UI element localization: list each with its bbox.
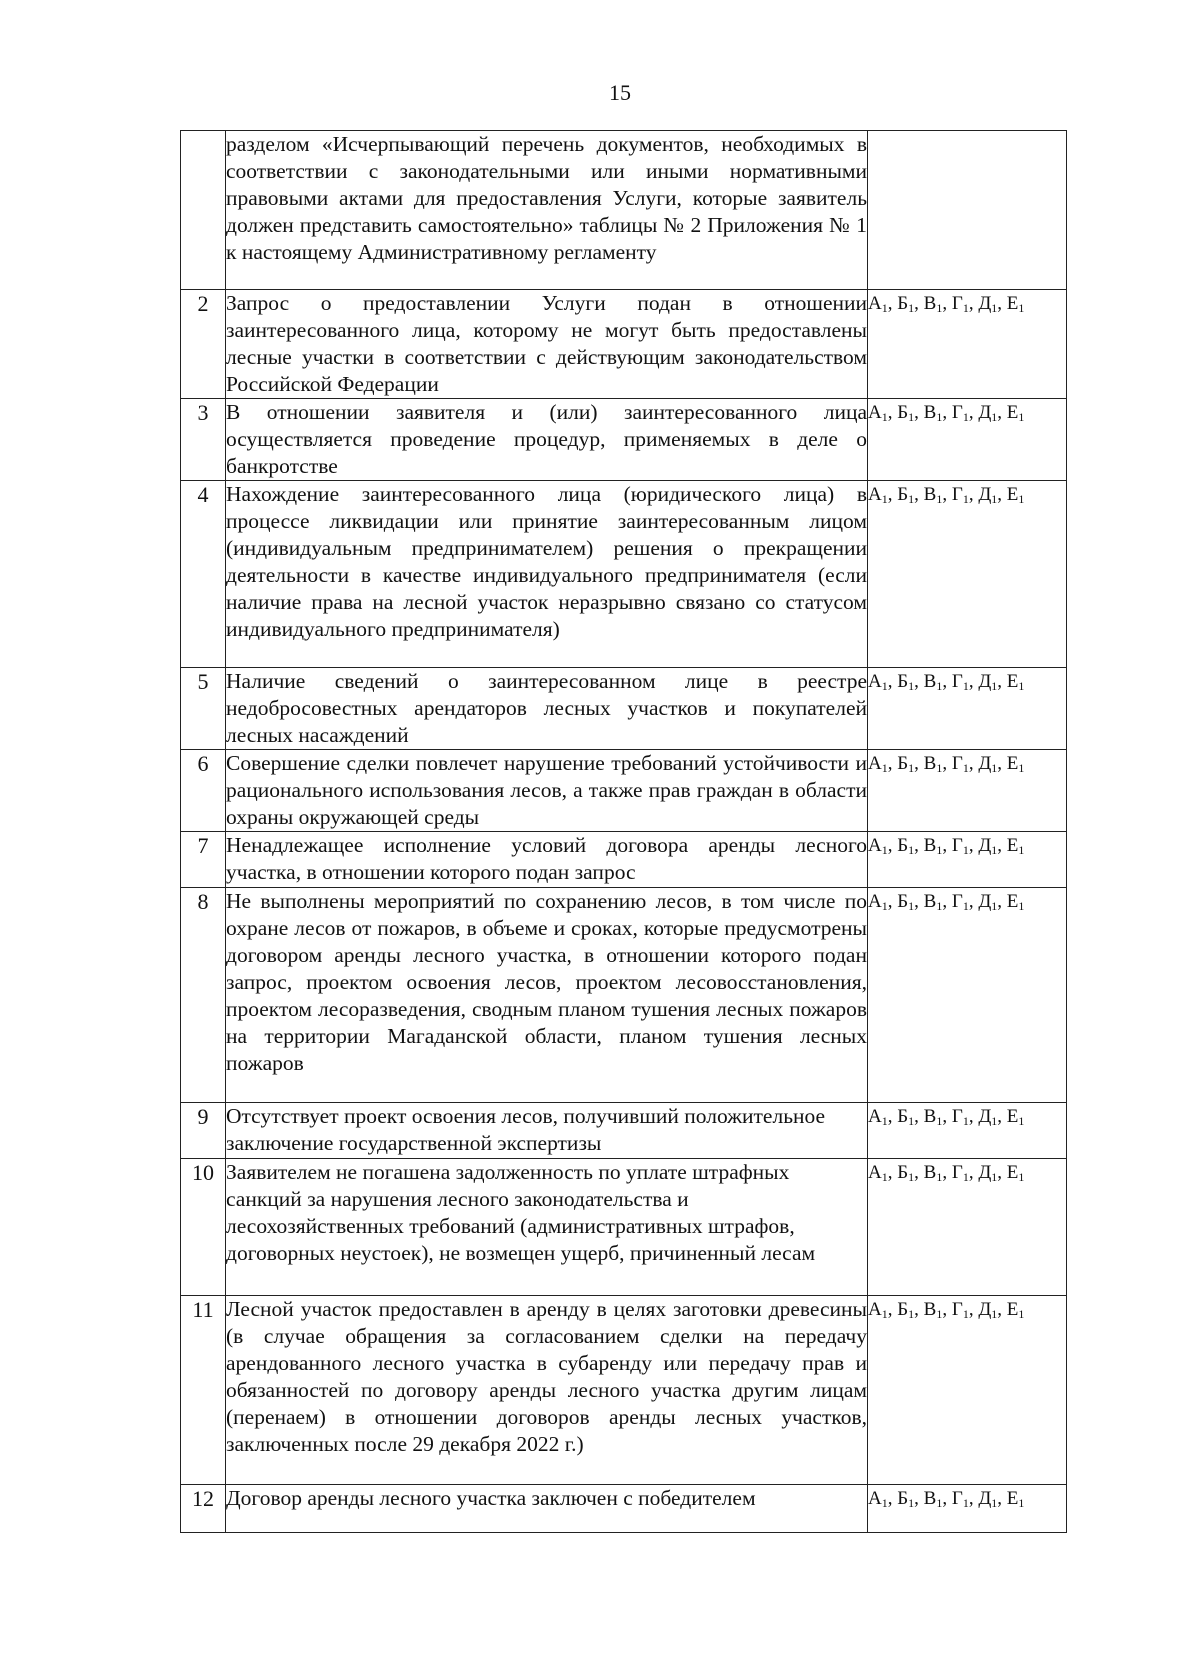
row-codes: $А_1$, $Б_1$, $В_1$, $Г_1$, $Д_1$, $Е_1$ (868, 1159, 1067, 1296)
row-text: Лесной участок предоставлен в аренду в целях заготовки древесины (в случае обращения за согласованием сделки на передачу арендованного лесного участка в субаренду или передачу прав и обязанностей по договору аренды лесного участка другим лицам (перенаем) в отношении договоров аренды лесных участков, заключенных после 29 декабря 2022 г.) (226, 1296, 868, 1485)
row-text: Отсутствует проект освоения лесов, получивший положительное заключение государственной экспертизы (226, 1103, 868, 1159)
row-text: разделом «Исчерпывающий перечень документов, необходимых в соответствии с законодательными или иными нормативными правовыми актами для предоставления Услуги, которые заявитель должен представить самостоятельно» таблицы № 2 Приложения № 1 к настоящему Административному регламенту (226, 131, 868, 290)
row-codes: $А_1$, $Б_1$, $В_1$, $Г_1$, $Д_1$, $Е_1$ (868, 1103, 1067, 1159)
row-number: 12 (181, 1485, 226, 1533)
table-row (181, 832, 1067, 888)
row-text: Заявителем не погашена задолженность по уплате штрафных санкций за нарушения лесного законодательства и лесохозяйственных требований (административных штрафов, договорных неустоек), не возмещен ущерб, причиненный лесам (226, 1159, 868, 1296)
row-number: 6 (181, 750, 226, 832)
row-codes: $А_1$, $Б_1$, $В_1$, $Г_1$, $Д_1$, $Е_1$ (868, 1485, 1067, 1533)
row-codes: $А_1$, $Б_1$, $В_1$, $Г_1$, $Д_1$, $Е_1$ (868, 481, 1067, 668)
row-number: 7 (181, 832, 226, 888)
row-text: Совершение сделки повлечет нарушение требований устойчивости и рационального использования лесов, а также прав граждан в области охраны окружающей среды (226, 750, 868, 832)
row-text: Ненадлежащее исполнение условий договора аренды лесного участка, в отношении которого подан запрос (226, 832, 868, 888)
refusal-grounds-table (180, 130, 1067, 1533)
row-codes (868, 131, 1067, 290)
row-number (181, 131, 226, 290)
table-row (181, 750, 1067, 832)
table-row (181, 1159, 1067, 1296)
table-row (181, 290, 1067, 399)
row-number: 11 (181, 1296, 226, 1485)
row-number: 8 (181, 888, 226, 1103)
row-number: 9 (181, 1103, 226, 1159)
row-text: Наличие сведений о заинтересованном лице в реестре недобросовестных арендаторов лесных участков и покупателей лесных насаждений (226, 668, 868, 750)
row-codes: $А_1$, $Б_1$, $В_1$, $Г_1$, $Д_1$, $Е_1$ (868, 399, 1067, 481)
row-codes: $А_1$, $Б_1$, $В_1$, $Г_1$, $Д_1$, $Е_1$ (868, 1296, 1067, 1485)
table-row (181, 399, 1067, 481)
page-number: 15 (609, 80, 631, 105)
row-text: Нахождение заинтересованного лица (юридического лица) в процессе ликвидации или принятие заинтересованным лицом (индивидуальным предпринимателем) решения о прекращении деятельности в качестве индивидуального предпринимателя (если наличие права на лесной участок неразрывно связано со статусом индивидуального предпринимателя) (226, 481, 868, 668)
row-codes: $А_1$, $Б_1$, $В_1$, $Г_1$, $Д_1$, $Е_1$ (868, 888, 1067, 1103)
row-codes: $А_1$, $Б_1$, $В_1$, $Г_1$, $Д_1$, $Е_1$ (868, 750, 1067, 832)
row-number: 4 (181, 481, 226, 668)
row-codes: $А_1$, $Б_1$, $В_1$, $Г_1$, $Д_1$, $Е_1$ (868, 832, 1067, 888)
row-text: Договор аренды лесного участка заключен с победителем (226, 1485, 868, 1533)
row-number: 2 (181, 290, 226, 399)
row-text: В отношении заявителя и (или) заинтересованного лица осуществляется проведение процедур, применяемых в деле о банкротстве (226, 399, 868, 481)
row-text: Не выполнены мероприятий по сохранению лесов, в том числе по охране лесов от пожаров, в объеме и сроках, которые предусмотрены договором аренды лесного участка, в отношении которого подан запрос, проектом освоения лесов, проектом лесовосстановления, проектом лесоразведения, сводным планом тушения лесных пожаров на территории Магаданской области, планом тушения лесных пожаров (226, 888, 868, 1103)
table-row (181, 131, 1067, 290)
row-number: 5 (181, 668, 226, 750)
row-text: Запрос о предоставлении Услуги подан в отношении заинтересованного лица, которому не могут быть предоставлены лесные участки в соответствии с действующим законодательством Российской Федерации (226, 290, 868, 399)
table-row (181, 1485, 1067, 1533)
row-codes: $А_1$, $Б_1$, $В_1$, $Г_1$, $Д_1$, $Е_1$ (868, 290, 1067, 399)
row-number: 10 (181, 1159, 226, 1296)
row-number: 3 (181, 399, 226, 481)
table-row (181, 1103, 1067, 1159)
table-row (181, 1296, 1067, 1485)
table-row (181, 668, 1067, 750)
table-row (181, 481, 1067, 668)
row-codes: $А_1$, $Б_1$, $В_1$, $Г_1$, $Д_1$, $Е_1$ (868, 668, 1067, 750)
table-row (181, 888, 1067, 1103)
